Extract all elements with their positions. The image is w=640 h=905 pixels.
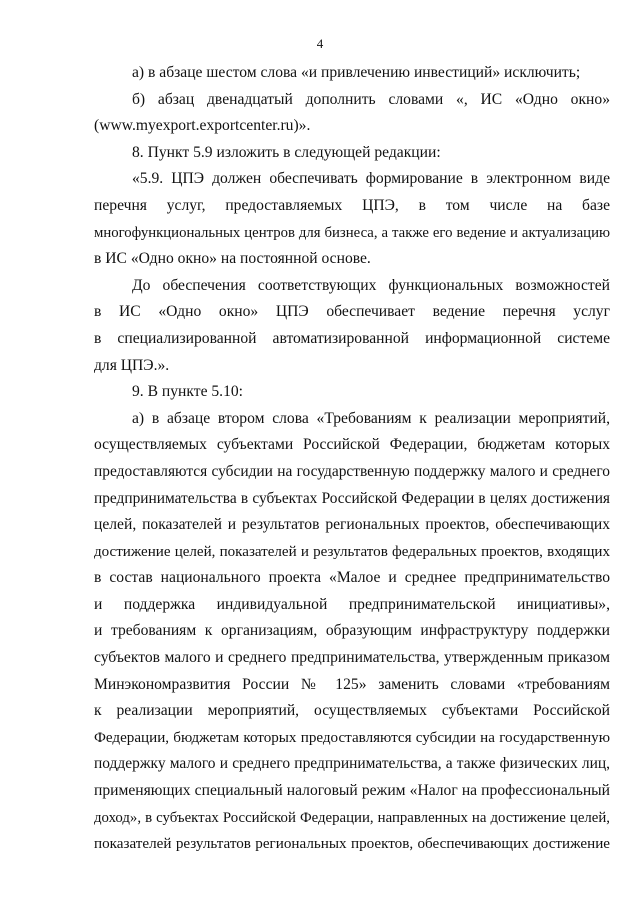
text-line: а) в абзаце шестом слова «и привлечению инвестиций» исключить;	[132, 64, 581, 81]
text-line: доход», в субъектах Российской Федерации, направленных на достижение целей,	[94, 809, 610, 826]
text-line: поддержку малого и среднего предпринимательства, а также физических лиц,	[94, 755, 610, 773]
text-line: целей, показателей и результатов региональных проектов, обеспечивающих	[94, 516, 610, 534]
text-line: До обеспечения соответствующих функциональных возможностей	[132, 276, 610, 294]
text-line: а) в абзаце втором слова «Требованиям к реализации мероприятий,	[132, 409, 610, 427]
text-line: и поддержка индивидуальной предпринимательской инициативы»,	[94, 595, 610, 613]
text-line: достижение целей, показателей и результатов федеральных проектов, входящих	[94, 543, 610, 560]
text-line: показателей результатов региональных проектов, обеспечивающих достижение	[94, 836, 610, 853]
text-line: предпринимательства в субъектах Российской Федерации в целях достижения	[94, 489, 610, 507]
text-line: субъектов малого и среднего предпринимательства, утвержденным приказом	[94, 649, 610, 667]
text-line: перечня услуг, предоставляемых ЦПЭ, в том числе на базе	[94, 196, 610, 214]
text-line: 8. Пункт 5.9 изложить в следующей редакции:	[132, 143, 441, 161]
text-line: предоставляются субсидии на государственную поддержку малого и среднего	[94, 462, 610, 480]
text-line: к реализации мероприятий, осуществляемых субъектами Российской	[94, 702, 610, 720]
text-line: 9. В пункте 5.10:	[132, 383, 244, 401]
text-line: Федерации, бюджетам которых предоставляются субсидии на государственную	[94, 729, 610, 746]
text-line: в ИС «Одно окно» ЦПЭ обеспечивает ведение перечня услуг	[94, 303, 610, 321]
document-body	[94, 60, 610, 858]
text-line: (www.myexport.exportcenter.ru)».	[94, 117, 311, 135]
text-line: для ЦПЭ.».	[94, 356, 170, 374]
text-line: многофункциональных центров для бизнеса, а также его ведение и актуализацию	[94, 224, 610, 241]
text-line: и требованиям к организациям, образующим инфраструктуру поддержки	[94, 622, 610, 640]
text-line: б) абзац двенадцатый дополнить словами «, ИС «Одно окно»	[132, 90, 610, 108]
text-line: «5.9. ЦПЭ должен обеспечивать формирование в электронном виде	[132, 170, 610, 188]
text-line: в специализированной автоматизированной информационной системе	[94, 329, 610, 347]
text-line: применяющих специальный налоговый режим «Налог на профессиональный	[94, 782, 610, 800]
text-line: осуществляемых субъектами Российской Федерации, бюджетам которых	[94, 436, 610, 454]
text-line: в состав национального проекта «Малое и среднее предпринимательство	[94, 569, 610, 587]
page-number: 4	[316, 36, 324, 51]
text-line: в ИС «Одно окно» на постоянной основе.	[94, 250, 371, 268]
text-line: Минэкономразвития России № 125» заменить словами «требованиям	[94, 675, 610, 693]
